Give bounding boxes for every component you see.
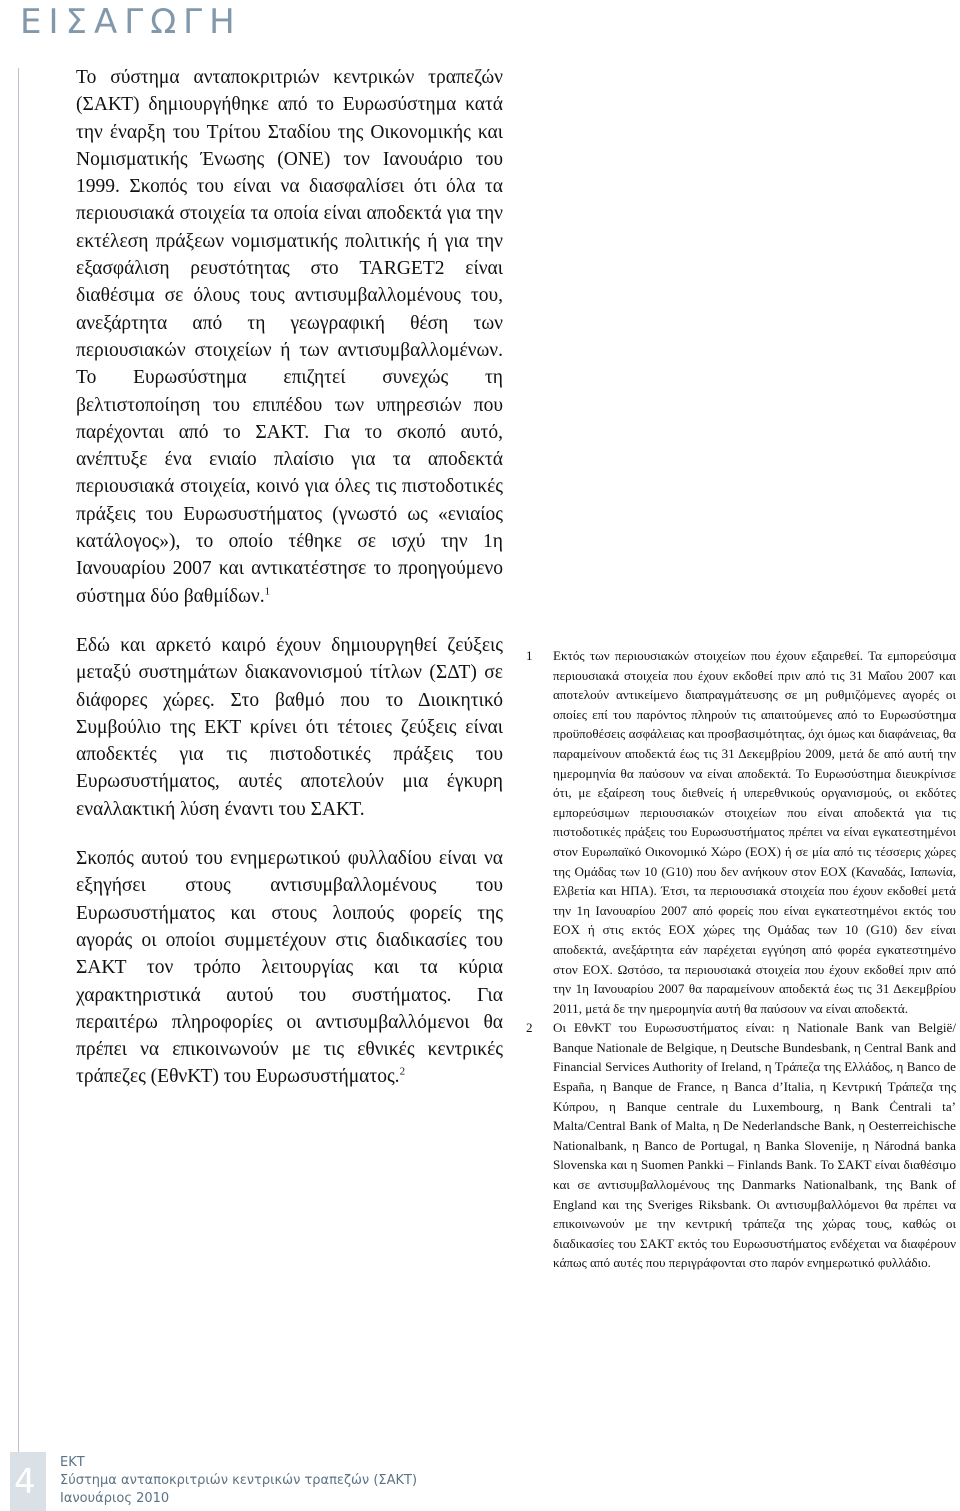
page-number: 4	[14, 1462, 36, 1502]
footnote-text: Οι ΕθνΚΤ του Ευρωσυστήματος είναι: η Nationale Bank van België/ Banque Nationale de Belgique, η Deutsche Bundesbank, η Central Bank and Financial Services Authority of Ireland, η Τράπεζα της Ελλάδος, η Banco de España, η Banque de France, η Banca d’Italia, η Κεντρική Τράπεζα της Κύπρου, η Banque centrale du Luxembourg, η Bank Ċentrali ta’ Malta/Central Bank of Malta, η De Nederlandsche Bank, η Oesterreichische Nationalbank, η Banco de Portugal, η Banka Slovenije, η Národná banka Slovenska και η Suomen Pankki – Finlands Bank. Το ΣΑΚΤ είναι διαθέσιμο και σε αντισυμβαλλομένους της Danmarks Nationalbank, της Bank of England και της Sveriges Riksbank. Οι αντισυμβαλλόμενοι θα πρέπει να επικοινωνούν με την κεντρική τράπεζα της χώρας τους, καθώς οι διαδικασίες του ΣΑΚΤ εκτός του Ευρωσυστήματος ενδέχεται να διαφέρουν κάπως από αυτές που περιγράφονται στο παρόν ενημερωτικό φυλλάδιο.	[553, 1020, 956, 1271]
footer	[60, 1454, 417, 1508]
footnotes-column	[526, 646, 956, 1273]
intro-paragraph-3	[76, 845, 503, 1091]
footnote-1	[526, 646, 956, 1018]
footnote-number: 2	[526, 1020, 533, 1036]
footnote-text: Εκτός των περιουσιακών στοιχείων που έχουν εξαιρεθεί. Τα εμπορεύσιμα περιουσιακά στοιχεία που έχουν εκδοθεί πριν από τις 31 Μαΐου 2007 και αποτελούν αντικείμενο διαπραγμάτευσης σε μη ρυθμιζόμενες αγορές οι οποίες επί του παρόντος πληρούν τις απαιτούμενες από το Ευρωσύστημα προϋποθέσεις ασφάλειας και προσβασιμότητας, όχι όμως και διαφάνειας, θα παραμείνουν αποδεκτά έως τις 31 Δεκεμβρίου 2009, μετά δε από αυτή την ημερομηνία θα παύσουν να είναι αποδεκτά. Το Ευρωσύστημα διευκρίνισε ότι, με εξαίρεση τους διεθνείς ή υπερεθνικούς οργανισμούς, οι εκδότες εμπορεύσιμων περιουσιακών στοιχείων που είναι αποδεκτά για τις πιστοδοτικές πράξεις του Ευρωσυστήματος πρέπει να είναι εγκατεστημένοι στον Ευρωπαϊκό Οικονομικό Χώρο (ΕΟΧ) ή σε μία από τις τέσσερις χώρες της Ομάδας των 10 (G10) που δεν ανήκουν στον ΕΟΧ (Καναδάς, Ιαπωνία, Ελβετία και ΗΠΑ). Έτσι, τα περιουσιακά στοιχεία που έχουν εκδοθεί μετά την 1η Ιανουαρίου 2007 από φορείς που είναι εγκατεστημένοι εκτός του ΕΟΧ ή στις εκτός ΕΟΧ χώρες της Ομάδας των 10 (G10) δεν είναι αποδεκτά, ανεξάρτητα εάν παρέχεται εγγύηση από φορέα εγκατεστημένο στον ΕΟΧ. Ωστόσο, τα περιουσιακά στοιχεία που έχουν εκδοθεί πριν από την 1η Ιανουαρίου 2007 θα παραμείνουν αποδεκτά έως τις 31 Δεκεμβρίου 2011, μετά δε την ημερομηνία αυτή θα παύσουν να είναι αποδεκτά.	[553, 648, 956, 1016]
footnote-number: 1	[526, 648, 533, 663]
paragraph-text: Σκοπός αυτού του ενημερωτικού φυλλαδίου είναι να εξηγήσει στους αντισυμβαλλομένους του Ευρωσυστήματος και στους λοιπούς φορείς της αγοράς οι οποίοι συμμετέχουν στις διαδικασίες του ΣΑΚΤ τον τρόπο λειτουργίας και τα κύρια χαρακτηριστικά αυτού του συστήματος. Για περαιτέρω πληροφορίες οι αντισυμβαλλόμενοι θα πρέπει να επικοινωνούν με τις εθνικές κεντρικές τράπεζες (ΕθνΚΤ) του Ευρωσυστήματος.	[76, 848, 503, 1088]
main-text-column	[76, 64, 503, 1113]
footer-date: Ιανουάριος 2010	[60, 1491, 170, 1506]
intro-paragraph-2: Εδώ και αρκετό καιρό έχουν δημιουργηθεί ζεύξεις μεταξύ συστημάτων διακανονισμού τίτλων (ΣΔΤ) σε διάφορες χώρες. Στο βαθμό που το Διοικητικό Συμβούλιο της ΕΚΤ κρίνει ότι τέτοιες ζεύξεις είναι αποδεκτές για τις πιστοδοτικές πράξεις του Ευρωσυστήματος, αυτές αποτελούν μια έγκυρη εναλλακτική λύση έναντι του ΣΑΚΤ.	[76, 634, 503, 820]
paragraph-text: Το σύστημα ανταποκριτριών κεντρικών τραπεζών (ΣΑΚΤ) δημιουργήθηκε από το Ευρωσύστημα κατά την έναρξη του Τρίτου Σταδίου της Οικονομικής και Νομισματικής Ένωσης (ΟΝΕ) τον Ιανουάριο του 1999. Σκοπός του είναι να διασφαλίσει ότι όλα τα περιουσιακά στοιχεία τα οποία είναι αποδεκτά για την εκτέλεση πράξεων νομισματικής πολιτικής ή για την εξασφάλιση ρευστότητας στο TARGET2 είναι διαθέσιμα σε όλους τους αντισυμβαλλομένους του, ανεξάρτητα από τη γεωγραφική θέση των περιουσιακών στοιχείων ή των αντισυμβαλλομένων. Το Ευρωσύστημα επιζητεί συνεχώς τη βελτιστοποίηση του επιπέδου των υπηρεσιών που παρέχονται από το ΣΑΚΤ. Για το σκοπό αυτό, ανέπτυξε ένα ενιαίο πλαίσιο για τα αποδεκτά περιουσιακά στοιχεία, κοινό για όλες τις πιστοδοτικές πράξεις του Ευρωσυστήματος (γνωστό ως «ενιαίος κατάλογος»), το οποίο τέθηκε σε ισχύ την 1η Ιανουαρίου 2007 και αντικατέστησε το προηγούμενο σύστημα δύο βαθμίδων.	[76, 67, 503, 607]
footer-doc-title: Σύστημα ανταποκριτριών κεντρικών τραπεζών (ΣΑΚΤ)	[60, 1473, 418, 1488]
page-title: ΕΙΣΑΓΩΓΗ	[20, 2, 242, 42]
intro-paragraph-1	[76, 64, 503, 610]
page-number-tab	[10, 1452, 46, 1511]
footer-org: ΕΚΤ	[60, 1455, 85, 1470]
footnote-2	[526, 1018, 956, 1273]
margin-rule	[18, 68, 19, 1508]
footnote-ref-1[interactable]: 1	[264, 585, 271, 598]
footnote-ref-2[interactable]: 2	[399, 1065, 406, 1078]
